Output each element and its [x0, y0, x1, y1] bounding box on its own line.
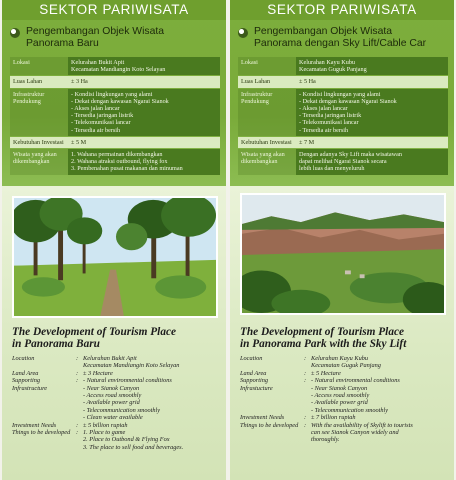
- right-heading-line2: Panorama dengan Sky Lift/Cable Car: [254, 38, 427, 49]
- row-value: 1. Wahana permainan dikembangkan 2. Wahana atraksi outbound, flying fox 3. Pembenahan pusat makanan dan minuman: [68, 149, 220, 175]
- table-row: Investment Needs : ± 7 billion rupiah: [240, 414, 356, 422]
- row-value: ± 5 Ha: [296, 76, 448, 87]
- right-heading-line1: Pengembangan Objek Wisata: [254, 26, 393, 37]
- right-brochure-panel: [230, 0, 454, 480]
- row-value: - Kondisi lingkungan yang alami - Dekat dengan kawasan Ngarai Sianok - Akses jalan lancar - Tersedia jaringan listrik - Telekomunikasi lancar - Tersedia air bersih: [296, 89, 448, 136]
- row-label: Lokasi: [238, 57, 296, 75]
- table-row: Things to be developed : 1. Place to game 2. Place to Outbond & Flying Fox 3. The place to sell food and beverages.: [12, 429, 184, 451]
- left-spec-table: [10, 56, 220, 176]
- left-english-info: [12, 355, 224, 451]
- row-label: Infrastruktur Pendukung: [10, 89, 68, 136]
- right-english-info: [240, 355, 452, 444]
- table-row: Location : Kelurahan Kayu Kubu Kecamatan Guguk Panjang: [240, 355, 381, 370]
- left-brochure-panel: [2, 0, 226, 480]
- table-row: [238, 149, 448, 175]
- table-row: Land Area : ± 3 Hectare: [12, 369, 113, 377]
- table-row: [10, 57, 220, 75]
- table-row: Investment Needs : ± 5 billion rupiah: [12, 421, 128, 429]
- table-row: [238, 76, 448, 87]
- right-english-title: The Development of Tourism Place in Panorama Park with the Sky Lift: [240, 326, 407, 350]
- left-heading: [10, 26, 222, 54]
- table-row: [10, 149, 220, 175]
- bullet-icon: [238, 28, 248, 38]
- table-row: [10, 76, 220, 87]
- table-row: [10, 89, 220, 136]
- table-row: [238, 89, 448, 136]
- table-row: Supporting Infrastructure : - Natural environmental conditions - Near Sianok Canyon - Access road smoothly - Available power grid - Telecommunication smoothly - Clean water available: [12, 377, 172, 422]
- row-value: Kelurahan Bukit Apit Kecamatan Mandiangin Koto Selayan: [68, 57, 220, 75]
- left-banner: SEKTOR PARIWISATA: [2, 0, 226, 20]
- row-label: Infrastruktur Pendukung: [238, 89, 296, 136]
- table-row: Supporting Infrastucture : - Natural environmental conditions - Near Sianok Canyon - Access road smoothly - Available power grid - Telecommunication smoothly: [240, 377, 400, 414]
- table-row: Land Area : ± 5 Hectare: [240, 369, 341, 377]
- row-label: Luas Lahan: [238, 76, 296, 87]
- row-value: ± 7 M: [296, 137, 448, 148]
- row-value: Dengan adanya Sky Lift maka wisatawan dapat melihat Ngarai Sianok secara lebih luas dan menyeluruh: [296, 149, 448, 175]
- table-row: [10, 137, 220, 148]
- left-english-title: The Development of Tourism Place in Panorama Baru: [12, 326, 176, 350]
- row-label: Wisata yang akan dikembangkan: [238, 149, 296, 175]
- row-label: Lokasi: [10, 57, 68, 75]
- left-heading-line1: Pengembangan Objek Wisata: [26, 26, 165, 37]
- row-label: Luas Lahan: [10, 76, 68, 87]
- row-label: Kebutuhan Investasi: [238, 137, 296, 148]
- right-heading: [238, 26, 450, 54]
- table-row: [238, 57, 448, 75]
- table-row: Location : Kelurahan Bukit Apit Kecamatan Mandiangin Koto Selayan: [12, 355, 180, 370]
- row-label: Wisata yang akan dikembangkan: [10, 149, 68, 175]
- row-value: ± 3 Ha: [68, 76, 220, 87]
- table-row: [238, 137, 448, 148]
- right-spec-table: [238, 56, 448, 176]
- bullet-icon: [10, 28, 20, 38]
- row-value: ± 5 M: [68, 137, 220, 148]
- right-banner: SEKTOR PARIWISATA: [230, 0, 454, 20]
- row-value: - Kondisi lingkungan yang alami - Dekat dengan kawasan Ngarai Sianok - Akses jalan lancar - Tersedia jaringan listrik - Telekomunikasi lancar - Tersedia air bersih: [68, 89, 220, 136]
- left-heading-line2: Panorama Baru: [26, 38, 99, 49]
- forest-park-photo: [12, 196, 218, 318]
- row-label: Kebutuhan Investasi: [10, 137, 68, 148]
- canyon-valley-photo: [240, 193, 446, 315]
- table-row: Things to be developed : With the availability of Skylift to tourists can see Sianok Canyon widely and thoroughly.: [240, 421, 413, 444]
- row-value: Kelurahan Kayu Kubu Kecamatan Guguk Panjang: [296, 57, 448, 75]
